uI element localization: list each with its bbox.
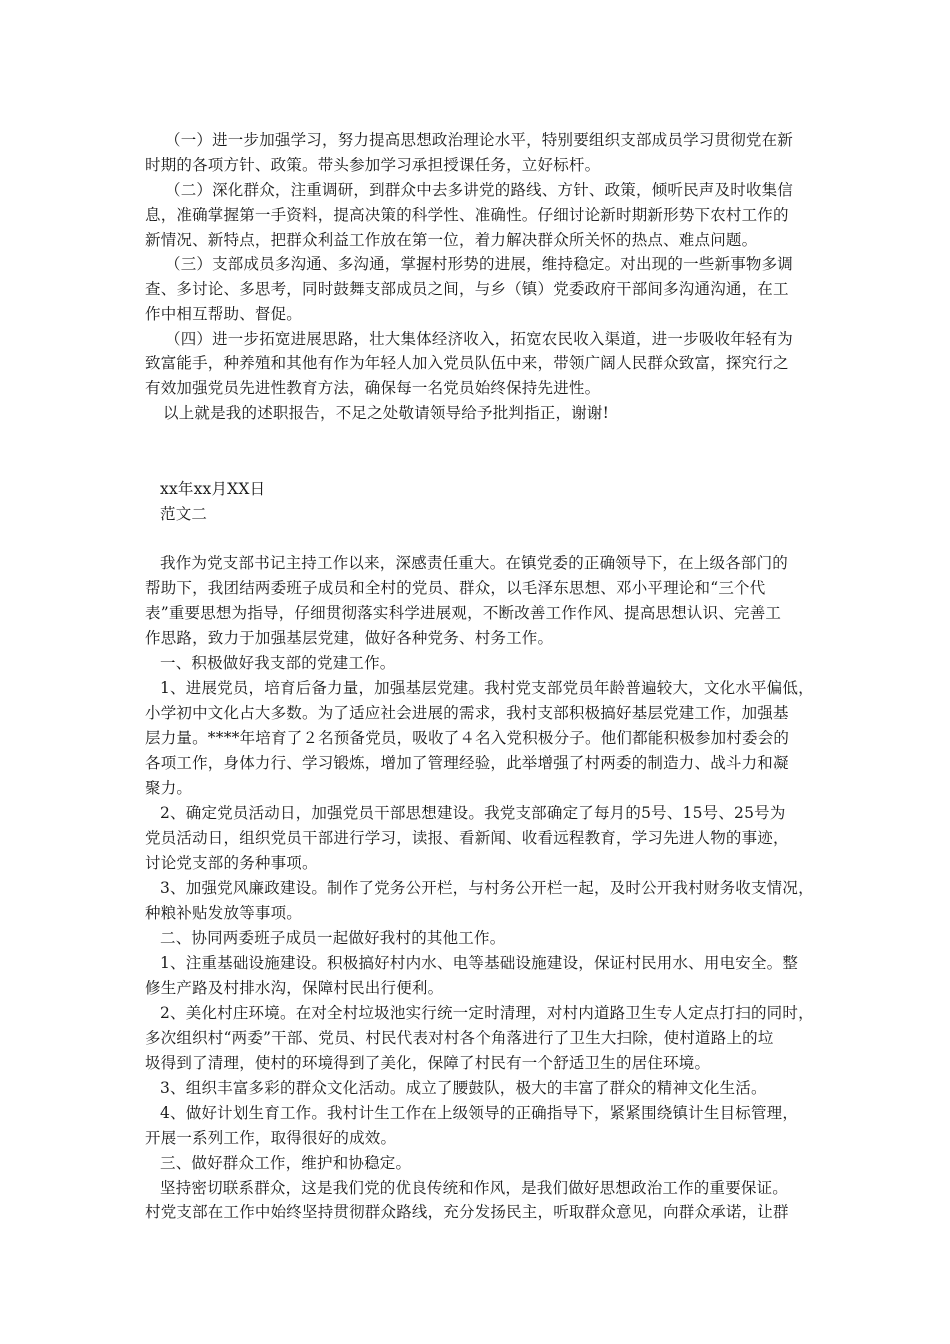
text-line: 多次组织村“两委”干部、党员、村民代表对村各个角落进行了卫生大扫除，使村道路上的垃 bbox=[145, 1029, 774, 1047]
text-line: 坚持密切联系群众，这是我们党的优良传统和作风，是我们做好思想政治工作的重要保证。 bbox=[160, 1179, 789, 1197]
text-line: 1、注重基础设施建设。积极搞好村内水、电等基础设施建设，保证村民用水、用电安全。整 bbox=[160, 954, 799, 972]
text-line: 4、做好计划生育工作。我村计生工作在上级领导的正确指导下，紧紧围绕镇计生目标管理， bbox=[160, 1104, 799, 1122]
text-line: 圾得到了清理，使村的环境得到了美化，保障了村民有一个舒适卫生的居住环境。 bbox=[145, 1054, 711, 1072]
text-line: 帮助下，我团结两委班子成员和全村的党员、群众，以毛泽东思想、邓小平理论和“三个代 bbox=[145, 579, 766, 597]
date-line: xx年xx月XX日 bbox=[160, 480, 266, 498]
text-line: 2、确定党员活动日，加强党员干部思想建设。我党支部确定了每月的5号、15号、25号为 bbox=[160, 804, 786, 822]
text-line: 开展一系列工作，取得很好的成效。 bbox=[145, 1129, 397, 1147]
text-line: 作中相互帮助、督促。 bbox=[145, 305, 303, 323]
text-line: 3、加强党风廉政建设。制作了党务公开栏，与村务公开栏一起，及时公开我村财务收支情况， bbox=[160, 879, 814, 897]
text-line: 息，准确掌握第一手资料，提高决策的科学性、准确性。仔细讨论新时期新形势下农村工作的 bbox=[145, 206, 789, 224]
text-line: （一）进一步加强学习，努力提高思想政治理论水平，特别要组织支部成员学习贯彻党在新 bbox=[165, 131, 794, 149]
text-line: 修生产路及村排水沟，保障村民出行便利。 bbox=[145, 979, 444, 997]
text-line: （二）深化群众，注重调研，到群众中去多讲党的路线、方针、政策，倾听民声及时收集信 bbox=[165, 181, 794, 199]
text-line: 作思路，致力于加强基层党建，做好各种党务、村务工作。 bbox=[145, 629, 554, 647]
text-line: 3、组织丰富多彩的群众文化活动。成立了腰鼓队，极大的丰富了群众的精神文化生活。 bbox=[160, 1079, 767, 1097]
text-line: 讨论党支部的务种事项。 bbox=[145, 854, 318, 872]
text-line: （三）支部成员多沟通、多沟通，掌握村形势的进展，维持稳定。对出现的一些新事物多调 bbox=[165, 255, 794, 273]
text-line: 时期的各项方针、政策。带头参加学习承担授课任务，立好标杆。 bbox=[145, 156, 601, 174]
section-title: 范文二 bbox=[160, 505, 208, 523]
text-line: （四）进一步拓宽进展思路，壮大集体经济收入，拓宽农民收入渠道，进一步吸收年轻有为 bbox=[165, 330, 794, 348]
text-line: 小学初中文化占大多数。为了适应社会进展的需求，我村支部积极搞好基层党建工作，加强基 bbox=[145, 704, 789, 722]
text-line: 新情况、新特点，把群众利益工作放在第一位，着力解决群众所关怀的热点、难点问题。 bbox=[145, 231, 758, 249]
text-line: 表”重要思想为指导，仔细贯彻落实科学进展观，不断改善工作作风、提高思想认识、完善工 bbox=[145, 604, 782, 622]
text-line: 1、进展党员，培育后备力量，加强基层党建。我村党支部党员年龄普遍较大，文化水平偏低， bbox=[160, 679, 814, 697]
text-line: 有效加强党员先进性教育方法，确保每一名党员始终保持先进性。 bbox=[145, 379, 601, 397]
text-line: 层力量。****年培育了２名预备党员，吸收了４名入党积极分子。他们都能积极参加村委会的 bbox=[145, 729, 790, 747]
text-line: 各项工作，身体力行、学习锻炼，增加了管理经验，此举增强了村两委的制造力、战斗力和凝 bbox=[145, 754, 789, 772]
text-line: 一、积极做好我支部的党建工作。 bbox=[160, 654, 396, 672]
text-line: 致富能手，种养殖和其他有作为年轻人加入党员队伍中来，带领广阔人民群众致富，探究行之 bbox=[145, 354, 789, 372]
text-line: 以上就是我的述职报告，不足之处敬请领导给予批判指正，谢谢! bbox=[163, 404, 610, 422]
text-line: 二、协同两委班子成员一起做好我村的其他工作。 bbox=[160, 929, 506, 947]
text-line: 种粮补贴发放等事项。 bbox=[145, 904, 303, 922]
text-line: 2、美化村庄环境。在对全村垃圾池实行统一定时清理，对村内道路卫生专人定点打扫的同时， bbox=[160, 1004, 814, 1022]
text-line: 我作为党支部书记主持工作以来，深感责任重大。在镇党委的正确领导下，在上级各部门的 bbox=[160, 554, 789, 572]
text-line: 村党支部在工作中始终坚持贯彻群众路线，充分发扬民主，听取群众意见，向群众承诺，让群 bbox=[145, 1203, 789, 1221]
text-line: 聚力。 bbox=[145, 779, 193, 797]
text-line: 查、多讨论、多思考，同时鼓舞支部成员之间，与乡（镇）党委政府干部间多沟通沟通，在工 bbox=[145, 280, 789, 298]
text-line: 三、做好群众工作，维护和协稳定。 bbox=[160, 1154, 412, 1172]
text-line: 党员活动日，组织党员干部进行学习，读报、看新闻、收看远程教育，学习先进人物的事迹， bbox=[145, 829, 789, 847]
